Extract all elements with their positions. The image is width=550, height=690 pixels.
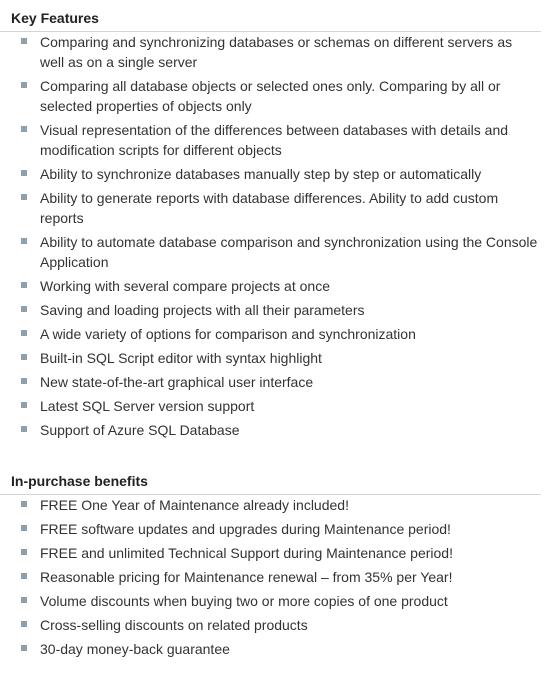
square-bullet-icon [21, 238, 27, 244]
list-item [40, 324, 538, 344]
list-item-text: Comparing and synchronizing databases or schemas on different servers as well as on a single server [40, 34, 513, 70]
square-bullet-icon [21, 38, 27, 44]
list-item [40, 396, 538, 416]
square-bullet-icon [21, 282, 27, 288]
square-bullet-icon [21, 621, 27, 627]
square-bullet-icon [21, 194, 27, 200]
list-item-text: Reasonable pricing for Maintenance renewal – from 35% per Year! [40, 569, 453, 585]
list-item-text: Ability to automate database comparison and synchronization using the Console Application [40, 234, 538, 270]
list-item-text: FREE software updates and upgrades during Maintenance period! [40, 521, 451, 537]
list-item [40, 300, 538, 320]
list-item [40, 32, 538, 72]
list-item [40, 615, 538, 635]
square-bullet-icon [21, 501, 27, 507]
list-item-text: Comparing all database objects or selected ones only. Comparing by all or selected properties of objects only [40, 78, 501, 114]
square-bullet-icon [21, 597, 27, 603]
square-bullet-icon [21, 306, 27, 312]
list-item [40, 495, 538, 515]
list-item [40, 232, 538, 272]
section-spacer [0, 444, 550, 472]
list-item-text: Support of Azure SQL Database [40, 422, 240, 438]
list-item-text: Volume discounts when buying two or more copies of one product [40, 593, 448, 609]
list-item [40, 188, 538, 228]
square-bullet-icon [21, 549, 27, 555]
list-item-text: Built-in SQL Script editor with syntax highlight [40, 350, 322, 366]
benefits-heading: In-purchase benefits [0, 472, 541, 495]
list-item-text: FREE One Year of Maintenance already included! [40, 497, 349, 513]
benefits-section [0, 472, 550, 659]
list-item-text: Latest SQL Server version support [40, 398, 255, 414]
square-bullet-icon [21, 573, 27, 579]
list-item-text: Visual representation of the differences between databases with details and modification scripts for different objects [40, 122, 509, 158]
list-item-text: Ability to generate reports with database differences. Ability to add custom reports [40, 190, 499, 226]
list-item [40, 120, 538, 160]
list-item [40, 639, 538, 659]
square-bullet-icon [21, 170, 27, 176]
square-bullet-icon [21, 402, 27, 408]
list-item [40, 276, 538, 296]
list-item [40, 543, 538, 563]
list-item-text: Ability to synchronize databases manually step by step or automatically [40, 166, 482, 182]
square-bullet-icon [21, 330, 27, 336]
square-bullet-icon [21, 645, 27, 651]
list-item [40, 519, 538, 539]
benefits-list [0, 495, 550, 659]
key-features-list [0, 32, 550, 440]
list-item-text: Saving and loading projects with all their parameters [40, 302, 365, 318]
square-bullet-icon [21, 82, 27, 88]
list-item-text: FREE and unlimited Technical Support during Maintenance period! [40, 545, 453, 561]
square-bullet-icon [21, 525, 27, 531]
list-item [40, 567, 538, 587]
list-item-text: New state-of-the-art graphical user interface [40, 374, 314, 390]
list-item-text: A wide variety of options for comparison and synchronization [40, 326, 416, 342]
list-item-text: Working with several compare projects at once [40, 278, 330, 294]
list-item-text: 30-day money-back guarantee [40, 641, 230, 657]
key-features-heading: Key Features [0, 9, 541, 32]
square-bullet-icon [21, 354, 27, 360]
square-bullet-icon [21, 426, 27, 432]
list-item-text: Cross-selling discounts on related products [40, 617, 308, 633]
list-item [40, 348, 538, 368]
list-item [40, 164, 538, 184]
list-item [40, 420, 538, 440]
list-item [40, 372, 538, 392]
list-item [40, 76, 538, 116]
square-bullet-icon [21, 378, 27, 384]
list-item [40, 591, 538, 611]
square-bullet-icon [21, 126, 27, 132]
